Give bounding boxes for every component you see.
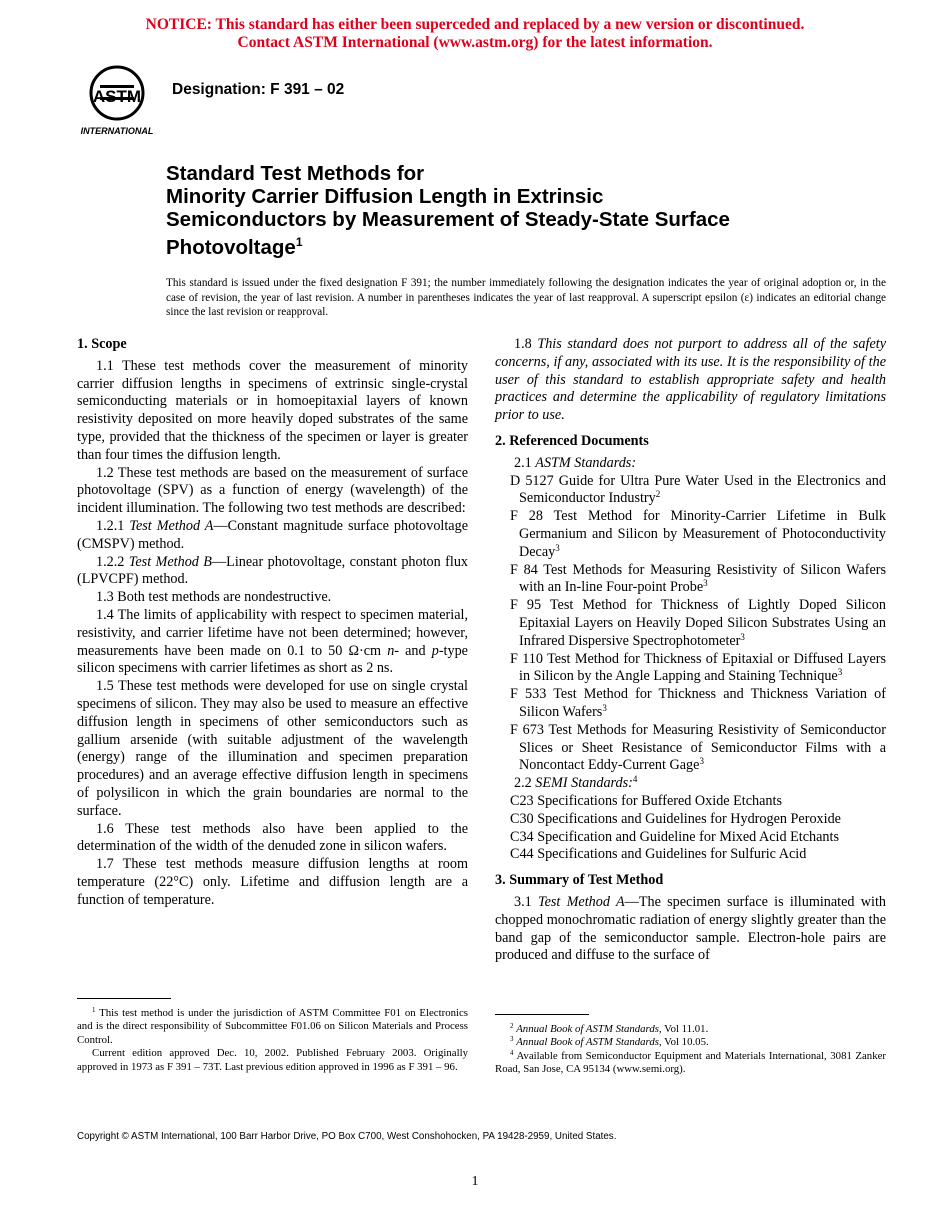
ref-f110: F 110 Test Method for Thickness of Epitaxial or Diffused Layers in Silicon by the Angle Lapping and Staining Technique$^3$	[510, 650, 886, 685]
title-line-3: Semiconductors by Measurement of Steady-State Surface	[166, 208, 730, 231]
ref-f28: F 28 Test Method for Minority-Carrier Lifetime in Bulk Germanium and Silicon by Measurement of Photoconductivity Decay$^3$	[510, 508, 886, 560]
copyright: Copyright © ASTM International, 100 Barr Harbor Drive, PO Box C700, West Conshohocken, PA 19428-2959, United States.	[77, 1131, 617, 1142]
right-column	[495, 336, 886, 965]
title-footnote-mark: 1	[295, 235, 303, 249]
paragraph-1-5: 1.5 These test methods were developed for use on single crystal specimens of silicon. They may also be used to measure an effective diffusion length in specimens of other semiconductors such as gallium arsenide (with suitable adjustment of the wavelength (energy) range of the illumination and specimen preparation procedures) and an average effective diffusion length in specimens of polysilicon in which the grain boundaries are normal to the surface.	[77, 678, 468, 819]
ref-f533: F 533 Test Method for Thickness and Thickness Variation of Silicon Wafers$^3$	[510, 686, 886, 720]
right-footnotes	[495, 1014, 886, 1077]
page-number: 1	[471, 1174, 479, 1189]
document-title	[166, 162, 886, 259]
paragraph-2-2: 2.2 SEMI Standards:$^4$	[514, 774, 638, 792]
footnote-rule	[495, 1014, 589, 1015]
notice-line-1: NOTICE: This standard has either been superceded and replaced by a new version or discontinued.	[145, 16, 805, 33]
left-column	[77, 336, 468, 910]
footnote-4: $^4$ Available from Semiconductor Equipment and Materials International, 3081 Zanker Road, San Jose, CA 95134 (www.semi.org).	[495, 1048, 886, 1076]
paragraph-1-1: 1.1 These test methods cover the measurement of minority carrier diffusion lengths in specimens of extrinsic single-crystal semiconducting materials or in homoepitaxial layers of known resistivity deposited on more heavily doped substrates of the same type, provided that the thickness of the specimen or layer is greater than four times the diffusion length.	[77, 357, 468, 463]
semi-c30: C30 Specifications and Guidelines for Hydrogen Peroxide	[510, 810, 841, 827]
paragraph-1-2-2: 1.2.2 Test Method B—Linear photovoltage, constant photon flux (LPVCPF) method.	[77, 553, 469, 588]
paragraph-1-7: 1.7 These test methods measure diffusion lengths at room temperature (22°C) only. Lifetime and diffusion length are a function of temperature.	[77, 856, 468, 908]
ref-f673: F 673 Test Methods for Measuring Resistivity of Semiconductor Slices or Sheet Resistance of Semiconductor Films with a Noncontact Eddy-Current Gage$^3$	[510, 721, 886, 774]
svg-text:ASTM: ASTM	[92, 87, 142, 106]
logo-text: INTERNATIONAL	[80, 126, 154, 136]
paragraph-1-2-1: 1.2.1 Test Method A—Constant magnitude surface photovoltage (CMSPV) method.	[77, 517, 468, 552]
footnote-rule	[77, 998, 171, 999]
title-line-1: Standard Test Methods for	[166, 162, 425, 185]
paragraph-1-2: 1.2 These test methods are based on the measurement of surface photovoltage (SPV) as a function of energy (wavelength) of the incident illumination. The following two test methods are described:	[77, 464, 468, 517]
semi-c44: C44 Specifications and Guidelines for Sulfuric Acid	[510, 846, 807, 863]
paragraph-1-4: 1.4 The limits of applicability with respect to specimen material, resistivity, and carrier lifetime have not been determined; however, measurements have been made on 0.1 to 50 Ω·cm n- and p-type silicon specimens with carrier lifetimes as short as 2 ns.	[77, 606, 468, 677]
ref-f95: F 95 Test Method for Thickness of Lightly Doped Silicon Epitaxial Layers on Heavily Doped Silicon Substrates Using an Infrared Dispersive Spectrophotometer$^3$	[510, 597, 886, 649]
notice-line-2: Contact ASTM International (www.astm.org) for the latest information.	[237, 34, 713, 51]
title-line-4: Photovoltage$^1$	[166, 235, 303, 259]
astm-logo-icon	[76, 64, 158, 140]
paragraph-1-3: 1.3 Both test methods are nondestructive.	[96, 589, 332, 606]
designation: Designation: F 391 – 02	[172, 81, 345, 98]
paragraph-1-6: 1.6 These test methods also have been applied to the determination of the width of the denuded zone in silicon wafers.	[77, 820, 468, 855]
section-heading-summary: 3. Summary of Test Method	[495, 872, 664, 889]
issue-note: This standard is issued under the fixed designation F 391; the number immediately following the designation indicates the year of original adoption or, in the case of revision, the year of last revision. A number in parentheses indicates the year of last reapproval. A superscript epsilon (ε) indicates an editorial change since the last revision or reapproval.	[166, 277, 886, 318]
footnote-1: $^1$ This test method is under the jurisdiction of ASTM Committee F01 on Electronics and is the direct responsibility of Subcommittee F01.06 on Silicon Materials and Process Control.	[77, 1006, 468, 1046]
paragraph-3-1: 3.1 Test Method A—The specimen surface is illuminated with chopped monochromatic radiation of energy slightly greater than the band gap of the semiconductor sample. Electron-hole pairs are produced and diffuse to the surface of	[495, 893, 886, 964]
title-line-2: Minority Carrier Diffusion Length in Extrinsic	[166, 185, 604, 208]
ref-d5127: D 5127 Guide for Ultra Pure Water Used in the Electronics and Semiconductor Industry$^2$	[510, 472, 886, 507]
paragraph-1-8: 1.8 This standard does not purport to address all of the safety concerns, if any, associated with its use. It is the responsibility of the user of this standard to establish appropriate safety and health practices and determine the applicability of regulatory limitations prior to use.	[495, 336, 886, 424]
semi-c23: C23 Specifications for Buffered Oxide Etchants	[510, 792, 782, 809]
semi-c34: C34 Specification and Guideline for Mixed Acid Etchants	[510, 828, 839, 845]
section-heading-scope: 1. Scope	[77, 336, 127, 352]
footnote-2: $^2$ Annual Book of ASTM Standards, Vol 11.01.	[510, 1022, 709, 1035]
paragraph-2-1: 2.1 ASTM Standards:	[514, 454, 637, 471]
section-heading-referenced-documents: 2. Referenced Documents	[495, 432, 649, 449]
ref-f84: F 84 Test Methods for Measuring Resistivity of Silicon Wafers with an In-line Four-point Probe$^3$	[510, 561, 886, 596]
footnote-1-edition: Current edition approved Dec. 10, 2002. Published February 2003. Originally approved in 1973 as F 391 – 73T. Last previous edition approved in 1996 as F 391 – 96.	[77, 1047, 468, 1073]
left-footnotes	[77, 998, 468, 1074]
footnote-3: $^3$ Annual Book of ASTM Standards, Vol 10.05.	[510, 1035, 709, 1049]
